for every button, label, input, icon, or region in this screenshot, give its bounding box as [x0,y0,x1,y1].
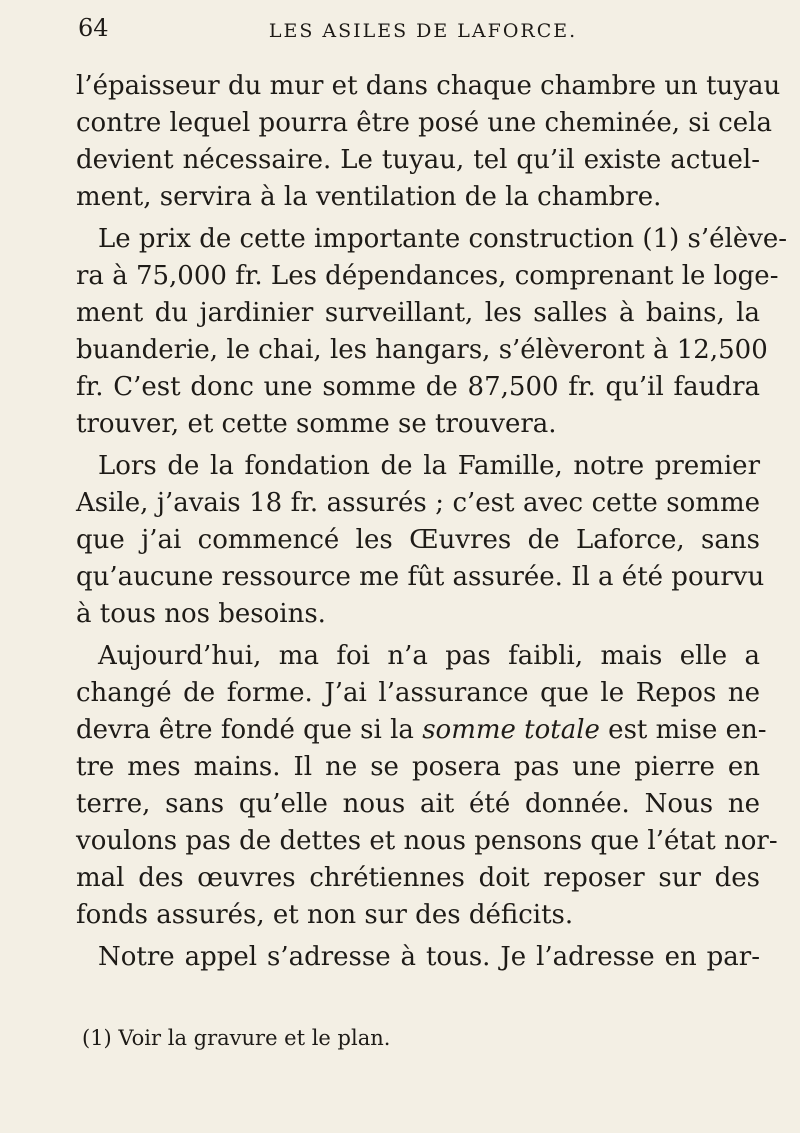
emphasized-text: somme totale [422,715,600,745]
text-line: Notre appel s’adresse à tous. Je l’adresse en par- [98,942,760,972]
text-line: voulons pas de dettes et nous pensons que l’état nor- [76,826,778,856]
text-line: Aujourd’hui, ma foi n’a pas faibli, mais elle a [98,641,760,671]
text-line: Le prix de cette importante construction (1) s’élève- [98,224,788,254]
text-line: mal des œuvres chrétiennes doit reposer sur des [76,863,760,893]
text-line: devient nécessaire. Le tuyau, tel qu’il existe actuel- [76,145,760,175]
text-line: Asile, j’avais 18 fr. assurés ; c’est avec cette somme [76,488,760,518]
text-line: l’épaisseur du mur et dans chaque chambre un tuyau [76,71,781,101]
text-line: Lors de la fondation de la Famille, notre premier [98,451,760,481]
text-line: changé de forme. J’ai l’assurance que le Repos ne [76,678,760,708]
text-line: buanderie, le chai, les hangars, s’élèveront à 12,500 [76,335,768,365]
page-number: 64 [78,14,109,42]
text-line: ment, servira à la ventilation de la chambre. [76,182,662,212]
body-text [76,68,788,976]
text-line: trouver, et cette somme se trouvera. [76,409,557,439]
text-line: contre lequel pourra être posé une cheminée, si cela [76,108,772,138]
text-line-with-emphasis [76,712,767,749]
running-title: LES ASILES DE LAFORCE. [268,20,578,42]
text-line: fr. C’est donc une somme de 87,500 fr. qu’il faudra [76,372,760,402]
text-line: tre mes mains. Il ne se posera pas une pierre en [76,752,760,782]
page-header [78,14,768,50]
footnote: (1) Voir la gravure et le plan. [82,1026,391,1050]
text-line: que j’ai commencé les Œuvres de Laforce, sans [76,525,760,555]
text-line: ment du jardinier surveillant, les salles à bains, la [76,298,760,328]
text-line: fonds assurés, et non sur des déficits. [76,900,574,930]
text-fragment: devra être fondé que si la [76,715,423,745]
text-line: à tous nos besoins. [76,599,326,629]
text-line: qu’aucune ressource me fût assurée. Il a été pourvu [76,562,765,592]
text-fragment: est mise en- [599,715,767,745]
text-line: ra à 75,000 fr. Les dépendances, comprenant le loge- [76,261,779,291]
text-line: terre, sans qu’elle nous ait été donnée. Nous ne [76,789,760,819]
